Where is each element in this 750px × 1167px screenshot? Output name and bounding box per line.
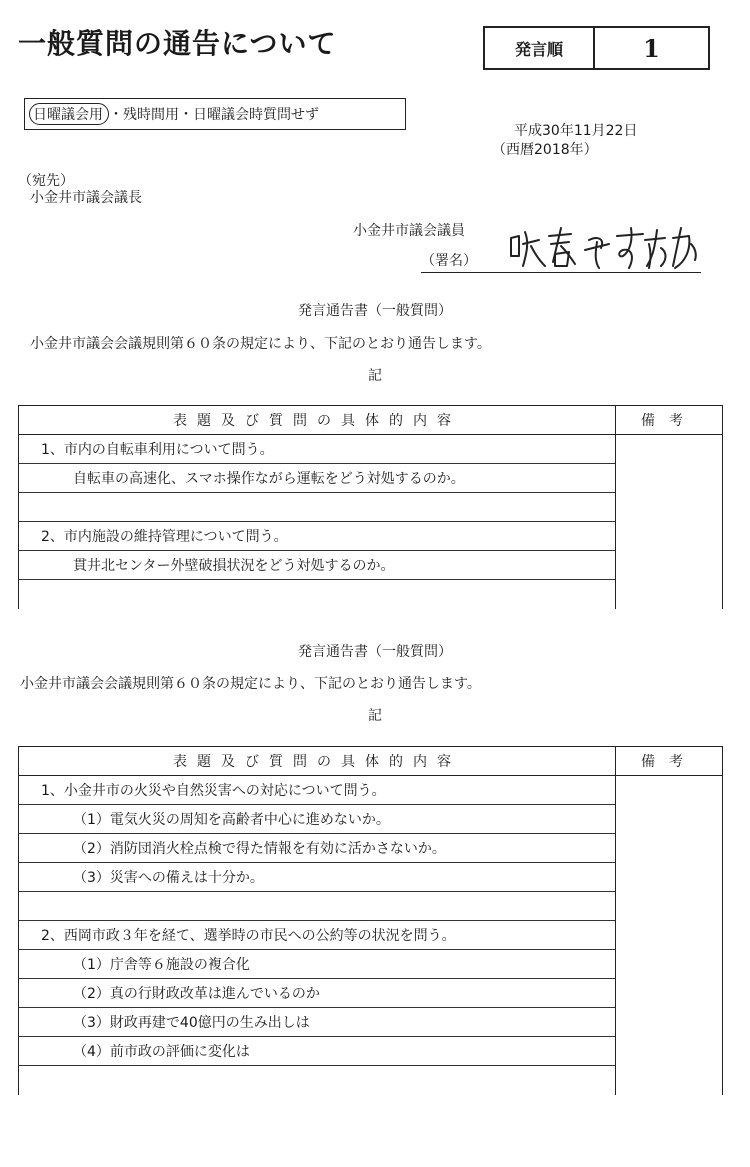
circled-usage-option: 日曜議会用 xyxy=(29,103,109,125)
address-label: （宛先） xyxy=(18,173,74,189)
usage-options-box xyxy=(24,98,406,130)
notice-2-row: 1、小金井市の火災や自然災害への対応について問う。 xyxy=(19,776,615,805)
sender-member-label: 小金井市議会議員 xyxy=(353,223,465,239)
notice-2-row: （4）前市政の評価に変化は xyxy=(19,1037,615,1066)
notice-1-title: 発言通告書（一般質問） xyxy=(298,303,452,319)
notice-2-row: （3）災害への備えは十分か。 xyxy=(19,863,615,892)
notice-2-header-remarks: 備考 xyxy=(641,754,697,770)
notice-1-header-remarks: 備考 xyxy=(641,413,697,429)
notice-2-row xyxy=(19,1066,615,1095)
notice-1-table xyxy=(18,405,723,609)
notice-2-row: （2）真の行財政改革は進んでいるのか xyxy=(19,979,615,1008)
notice-2-row: 2、西岡市政３年を経て、選挙時の市民への公約等の状況を問う。 xyxy=(19,921,615,950)
notice-2-row: （2）消防団消火栓点検で得た情報を有効に活かさないか。 xyxy=(19,834,615,863)
speaking-order-label: 発言順 xyxy=(485,28,595,68)
speaking-order-box xyxy=(483,26,710,70)
notice-2-rule: 小金井市議会会議規則第６０条の規定により、下記のとおり通告します。 xyxy=(20,676,481,692)
page-title: 一般質問の通告について xyxy=(18,27,337,60)
handwritten-signature xyxy=(505,222,705,272)
notice-2-table-header xyxy=(19,747,722,776)
notice-1-rule: 小金井市議会会議規則第６０条の規定により、下記のとおり通告します。 xyxy=(30,336,491,352)
date-western: （西暦2018年） xyxy=(492,142,598,158)
address-recipient: 小金井市議会議長 xyxy=(30,190,142,206)
notice-2-remarks-column xyxy=(616,776,722,1095)
notice-1-remarks-column xyxy=(616,435,722,609)
speaking-order-value: 1 xyxy=(643,33,660,63)
notice-2-title: 発言通告書（一般質問） xyxy=(298,644,452,660)
notice-2-row: （1）庁舎等６施設の複合化 xyxy=(19,950,615,979)
notice-1-row xyxy=(19,580,615,609)
notice-1-header-content: 表題及び質問の具体的内容 xyxy=(19,406,616,434)
notice-2-ki: 記 xyxy=(368,708,382,724)
notice-2-row xyxy=(19,892,615,921)
notice-1-row: 2、市内施設の維持管理について問う。 xyxy=(19,522,615,551)
notice-1-row xyxy=(19,493,615,522)
notice-1-row: 貫井北センター外壁破損状況をどう対処するのか。 xyxy=(19,551,615,580)
notice-1-row: 自転車の高速化、スマホ操作ながら運転をどう対処するのか。 xyxy=(19,464,615,493)
notice-2-table xyxy=(18,746,723,1095)
notice-1-table-header xyxy=(19,406,722,435)
notice-2-header-content: 表題及び質問の具体的内容 xyxy=(19,747,616,775)
signature-label: （署名） xyxy=(421,253,477,269)
notice-2-row: （1）電気火災の周知を高齢者中心に進めないか。 xyxy=(19,805,615,834)
usage-options-rest: ・残時間用・日曜議会時質問せず xyxy=(109,107,319,123)
notice-1-row: 1、市内の自転車利用について問う。 xyxy=(19,435,615,464)
date-heisei: 平成30年11月22日 xyxy=(514,123,638,139)
notice-2-row: （3）財政再建で40億円の生み出しは xyxy=(19,1008,615,1037)
notice-1-ki: 記 xyxy=(368,368,382,384)
